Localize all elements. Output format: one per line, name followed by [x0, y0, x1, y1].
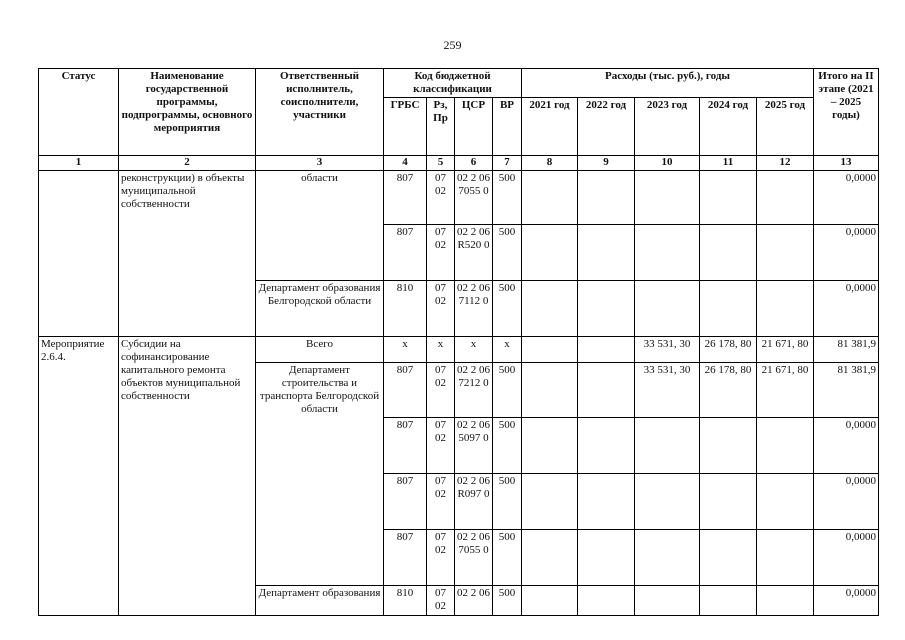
csr-cell: 02 2 06 R520 0 — [455, 224, 493, 280]
grbs-cell: 807 — [384, 224, 427, 280]
col-number: 9 — [578, 155, 635, 170]
total-cell: 0,0000 — [814, 280, 879, 336]
csr-cell: 02 2 06 7212 0 — [455, 362, 493, 417]
header-2022: 2022 год — [578, 97, 635, 155]
header-vr: ВР — [493, 97, 522, 155]
header-2021: 2021 год — [522, 97, 578, 155]
total-cell: 0,0000 — [814, 224, 879, 280]
status-cell — [39, 170, 119, 336]
col-number: 10 — [635, 155, 700, 170]
vr-cell: 500 — [493, 170, 522, 224]
grbs-cell: 807 — [384, 473, 427, 529]
grbs-cell: 807 — [384, 170, 427, 224]
total-cell: 0,0000 — [814, 473, 879, 529]
responsible-cell: Департамент строительства и транспорта Белгородской области — [256, 362, 384, 585]
total-cell: 0,0000 — [814, 585, 879, 615]
csr-cell: 02 2 06 5097 0 — [455, 417, 493, 473]
name-cell: реконструкции) в объекты муниципальной собственности — [119, 170, 256, 336]
vr-cell: 500 — [493, 529, 522, 585]
status-cell: Мероприятие 2.6.4. — [39, 336, 119, 615]
value-2023: 33 531, 30 — [635, 362, 700, 417]
name-cell: Субсидии на софинансирование капитального ремонта объектов муниципальной собственности — [119, 336, 256, 615]
col-number: 2 — [119, 155, 256, 170]
total-cell: 0,0000 — [814, 170, 879, 224]
table-row-total — [39, 336, 879, 362]
rzpr-cell: х — [427, 336, 455, 362]
header-responsible: Ответственный исполнитель, соисполнители, участники — [256, 69, 384, 156]
total-cell: 81 381,9 — [814, 362, 879, 417]
grbs-cell: 807 — [384, 529, 427, 585]
value-2025: 21 671, 80 — [757, 336, 814, 362]
header-total: Итого на II этапе (2021 – 2025 годы) — [814, 69, 879, 156]
total-cell: 81 381,9 — [814, 336, 879, 362]
col-number: 13 — [814, 155, 879, 170]
vr-cell: 500 — [493, 280, 522, 336]
csr-cell: 02 2 06 R097 0 — [455, 473, 493, 529]
csr-cell: 02 2 06 — [455, 585, 493, 615]
rzpr-cell: 07 02 — [427, 170, 455, 224]
rzpr-cell: 07 02 — [427, 280, 455, 336]
col-number: 5 — [427, 155, 455, 170]
page-number: 259 — [443, 38, 462, 52]
col-number: 12 — [757, 155, 814, 170]
vr-cell: 500 — [493, 417, 522, 473]
rzpr-cell: 07 02 — [427, 417, 455, 473]
csr-cell: 02 2 06 7055 0 — [455, 529, 493, 585]
responsible-cell: Департамент образования Белгородской области — [256, 280, 384, 336]
header-name: Наименование государственной программы, подпрограммы, основного мероприятия — [119, 69, 256, 156]
value-2025: 21 671, 80 — [757, 362, 814, 417]
total-cell: 0,0000 — [814, 529, 879, 585]
header-2023: 2023 год — [635, 97, 700, 155]
value-2023: 33 531, 30 — [635, 336, 700, 362]
rzpr-cell: 07 02 — [427, 585, 455, 615]
budget-table — [38, 68, 879, 616]
col-number: 7 — [493, 155, 522, 170]
total-cell: 0,0000 — [814, 417, 879, 473]
rzpr-cell: 07 02 — [427, 473, 455, 529]
grbs-cell: 810 — [384, 280, 427, 336]
rzpr-cell: 07 02 — [427, 362, 455, 417]
grbs-cell: 810 — [384, 585, 427, 615]
col-number: 1 — [39, 155, 119, 170]
vr-cell: 500 — [493, 473, 522, 529]
header-budget-code: Код бюджетной классификации — [384, 69, 522, 98]
col-number: 8 — [522, 155, 578, 170]
grbs-cell: 807 — [384, 417, 427, 473]
value-2024: 26 178, 80 — [700, 362, 757, 417]
header-2024: 2024 год — [700, 97, 757, 155]
rzpr-cell: 07 02 — [427, 224, 455, 280]
header-grbs: ГРБС — [384, 97, 427, 155]
header-csr: ЦСР — [455, 97, 493, 155]
responsible-cell: Департамент образования — [256, 585, 384, 615]
grbs-cell: 807 — [384, 362, 427, 417]
value-2024: 26 178, 80 — [700, 336, 757, 362]
column-number-row — [39, 155, 879, 170]
csr-cell: 02 2 06 7112 0 — [455, 280, 493, 336]
csr-cell: х — [455, 336, 493, 362]
col-number: 4 — [384, 155, 427, 170]
vr-cell: х — [493, 336, 522, 362]
vr-cell: 500 — [493, 224, 522, 280]
grbs-cell: х — [384, 336, 427, 362]
header-expenses: Расходы (тыс. руб.), годы — [522, 69, 814, 98]
col-number: 6 — [455, 155, 493, 170]
rzpr-cell: 07 02 — [427, 529, 455, 585]
header-status: Статус — [39, 69, 119, 156]
table-row — [39, 170, 879, 224]
header-row — [39, 69, 879, 98]
csr-cell: 02 2 06 7055 0 — [455, 170, 493, 224]
header-rzpr: Рз, Пр — [427, 97, 455, 155]
responsible-cell: Всего — [256, 336, 384, 362]
header-2025: 2025 год — [757, 97, 814, 155]
col-number: 3 — [256, 155, 384, 170]
vr-cell: 500 — [493, 362, 522, 417]
col-number: 11 — [700, 155, 757, 170]
responsible-cell: области — [256, 170, 384, 280]
vr-cell: 500 — [493, 585, 522, 615]
